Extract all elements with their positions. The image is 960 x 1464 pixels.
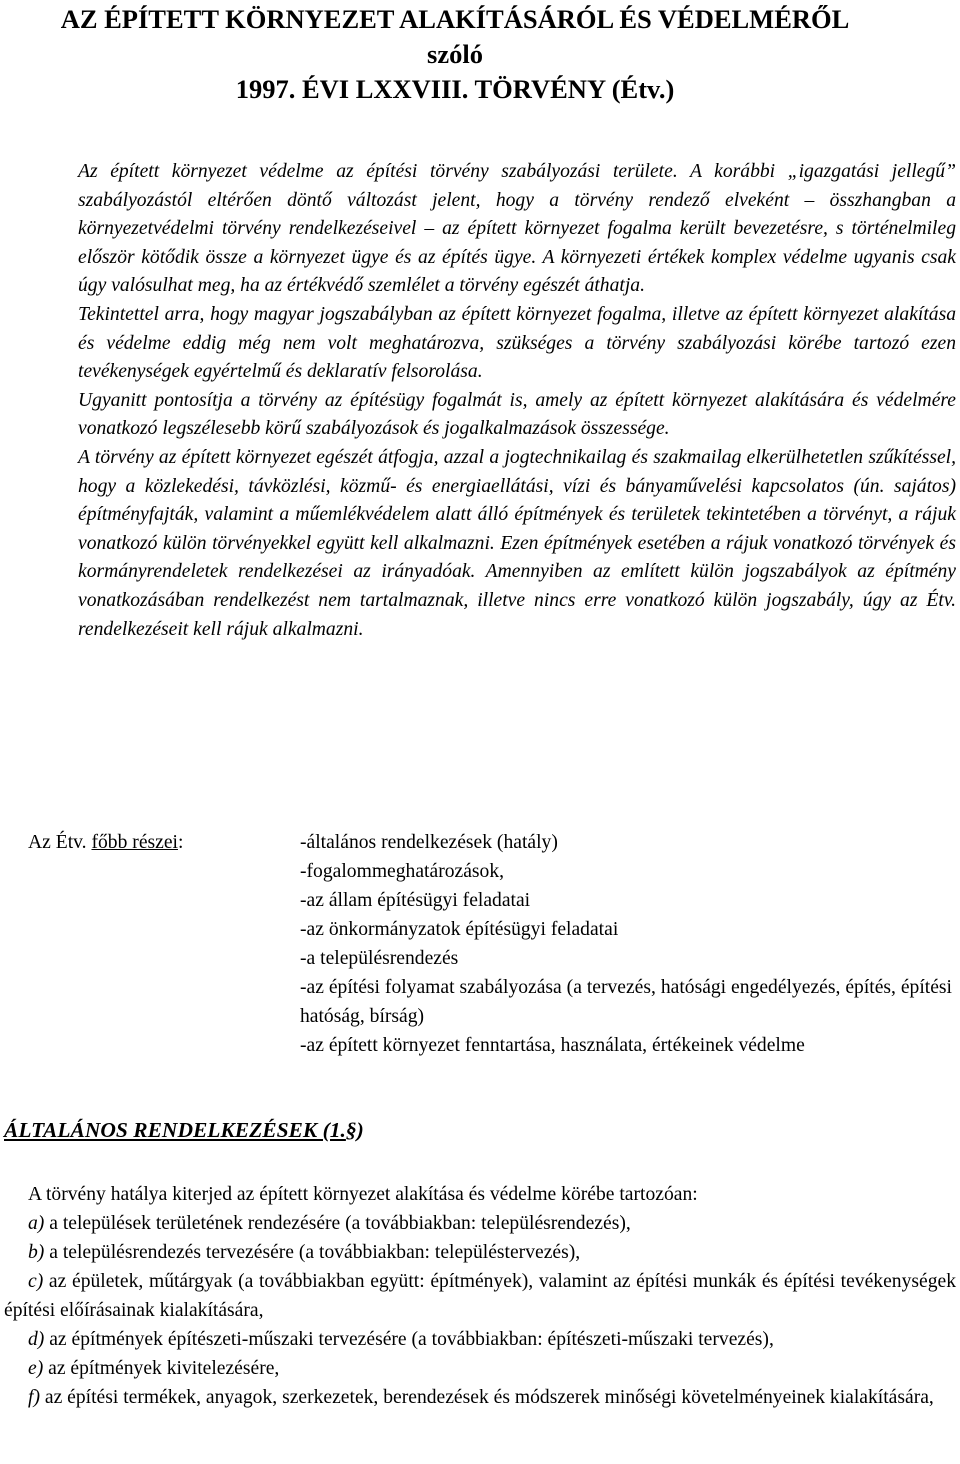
parts-label-post: :	[177, 832, 184, 853]
parts-list-item: -a településrendezés	[300, 948, 459, 969]
parts-label-underlined: főbb részei	[91, 832, 178, 853]
scope-item-c	[4, 1267, 956, 1325]
section-heading-underlined: ÁLTALÁNOS RENDELKEZÉSEK (1.	[4, 1118, 346, 1142]
intro-paragraph-3: Ugyanitt pontosítja a törvény az építésügy fogalmát is, amely az épített környezet alakítására és védelmére vonatkozó legszélesebb körű szabályozások és jogalkalmazások összessége.	[78, 389, 956, 440]
parts-list	[300, 828, 952, 1060]
scope-item-f	[4, 1383, 956, 1412]
document-title	[0, 2, 910, 107]
scope-item-a	[4, 1209, 956, 1238]
title-line-1: AZ ÉPÍTETT KÖRNYEZET ALAKÍTÁSÁRÓL ÉS VÉDELMÉRŐL	[60, 4, 850, 34]
parts-list-item: -az épített környezet fenntartása, használata, értékeinek védelme	[300, 1035, 805, 1056]
parts-list-item: -általános rendelkezések (hatály)	[300, 832, 558, 853]
section-heading-rest: §)	[345, 1118, 364, 1142]
scope-item-text: az építési termékek, anyagok, szerkezetek, berendezések és módszerek minőségi követelményeinek kialakítására,	[39, 1387, 934, 1408]
scope-item-text: a települések területének rendezésére (a továbbiakban: településrendezés),	[44, 1213, 631, 1234]
parts-list-item: -fogalommeghatározások,	[300, 861, 505, 882]
intro-paragraph-1: Az épített környezet védelme az építési törvény szabályozási területe. A korábbi „igazgatási jellegű” szabályozástól eltérően döntő változást jelent, hogy a törvény rendező elveként – összhangban a környezetvédelmi törvény rendelkezéseivel – az épített környezet fogalma került bevezetésre, s történelmileg először kötődik össze a környezet ügye és az építés ügye. A környezeti értékek komplex védelme ugyanis csak úgy valósulhat meg, ha az értékvédő szemlélet a törvény egészét áthatja.	[78, 161, 956, 297]
title-line-3: 1997. ÉVI LXXVIII. TÖRVÉNY (Étv.)	[235, 74, 675, 104]
parts-list-item: -az önkormányzatok építésügyi feladatai	[300, 919, 619, 940]
scope-item-e	[4, 1354, 956, 1383]
scope-item-letter: c)	[28, 1271, 44, 1292]
title-line-2: szóló	[427, 39, 483, 69]
scope-item-letter: f)	[28, 1387, 40, 1408]
scope-item-letter: b)	[28, 1242, 45, 1263]
scope-item-text: az épületek, műtárgyak (a továbbiakban együtt: építmények), valamint az építési munkák és építési tevékenységek építési előírásainak kialakítására,	[4, 1271, 956, 1321]
parts-list-item: -az állam építésügyi feladatai	[300, 890, 531, 911]
intro-section	[78, 158, 956, 644]
scope-item-b	[4, 1238, 956, 1267]
scope-item-letter: a)	[28, 1213, 45, 1234]
scope-item-text: a településrendezés tervezésére (a továbbiakban: településtervezés),	[44, 1242, 581, 1263]
scope-item-letter: d)	[28, 1329, 45, 1350]
scope-lead: A törvény hatálya kiterjed az épített környezet alakítása és védelme körébe tartozóan:	[28, 1184, 698, 1205]
scope-item-letter: e)	[28, 1358, 44, 1379]
parts-label-pre: Az Étv.	[28, 832, 92, 853]
parts-label	[28, 828, 183, 857]
scope-item-text: az építmények kivitelezésére,	[43, 1358, 280, 1379]
scope-section	[4, 1180, 956, 1412]
parts-list-item: -az építési folyamat szabályozása (a tervezés, hatósági engedélyezés, építés, építési hatóság, bírság)	[300, 977, 952, 1027]
intro-paragraph-2: Tekintettel arra, hogy magyar jogszabályban az épített környezet fogalma, illetve az épített környezet alakítása és védelme eddig még nem volt meghatározva, szükséges a törvény szabályozási körébe tartozó ezen tevékenységek egyértelmű és deklaratív felsorolása.	[78, 303, 956, 383]
scope-item-d	[4, 1325, 956, 1354]
scope-item-text: az építmények építészeti-műszaki tervezésére (a továbbiakban: építészeti-műszaki tervezés),	[44, 1329, 774, 1350]
intro-paragraph-4: A törvény az épített környezet egészét átfogja, azzal a jogtechnikailag és szakmailag elkerülhetetlen szűkítéssel, hogy a közlekedési, távközlési, közmű- és energiaellátási, vízi és bányaművelési kapcsolatos (ún. sajátos) építményfajták, valamint a műemlékvédelem alatt álló építmények és területek tekintetében a törvényt, a rájuk vonatkozó külön törvényekkel együtt kell alkalmazni. Ezen építmények esetében a rájuk vonatkozó törvények és kormányrendeletek rendelkezései az irányadóak. Amennyiben az említett külön jogszabályok az építmény vonatkozásában rendelkezést nem tartalmaznak, illetve nincs erre vonatkozó külön jogszabály, úgy az Étv. rendelkezéseit kell rájuk alkalmazni.	[78, 446, 956, 640]
section-heading	[4, 1115, 364, 1145]
